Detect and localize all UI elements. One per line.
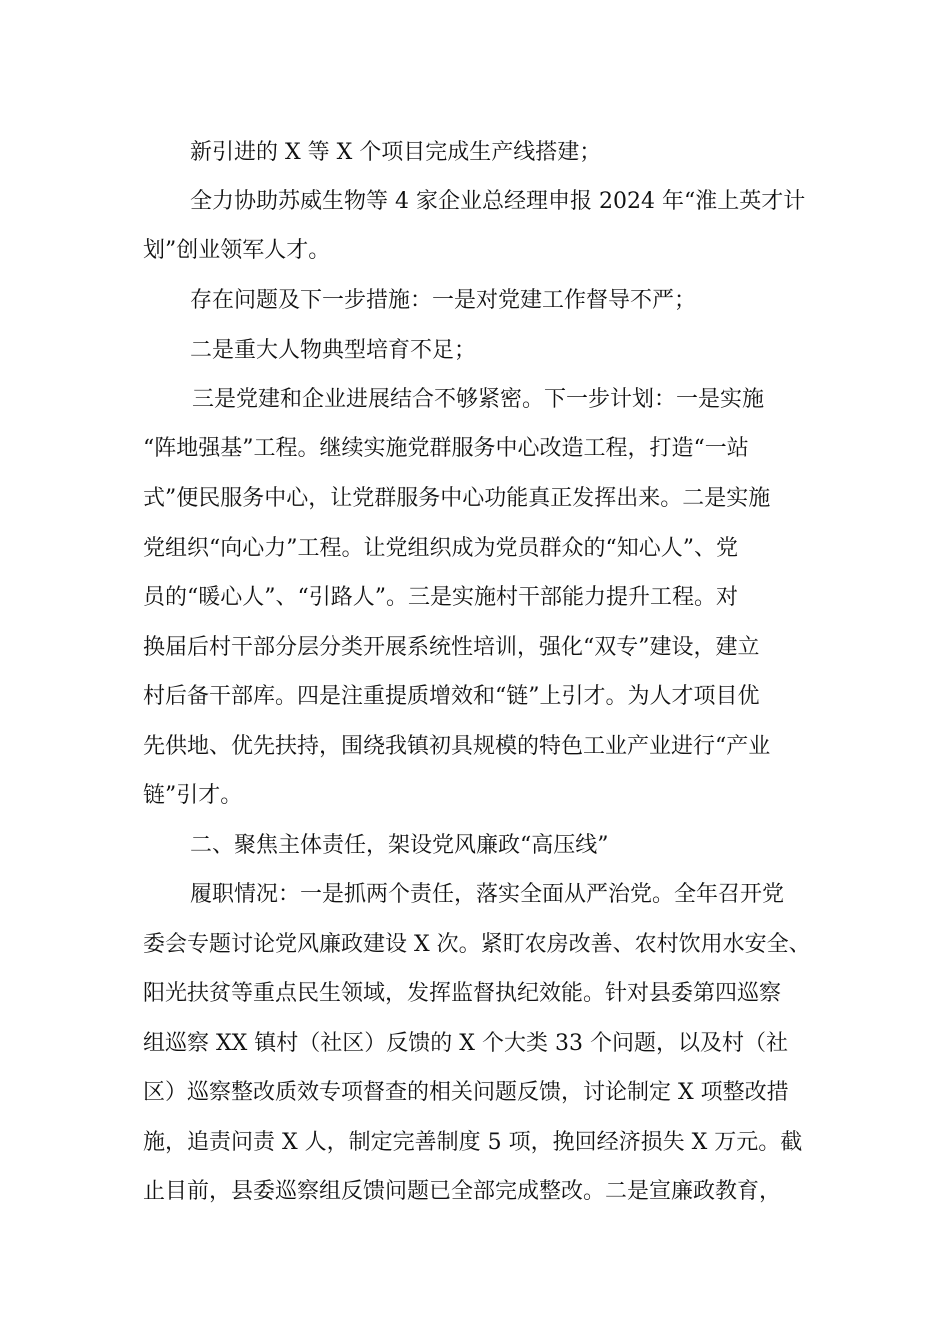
text-line-16: 履职情况：一是抓两个责任，落实全面从严治党。全年召开党 (190, 882, 785, 907)
text-line-22: 止目前，县委巡察组反馈问题已全部完成整改。二是宣廉政教育， (143, 1179, 782, 1204)
text-line-9: 党组织“向心力”工程。让党组织成为党员群众的“知心人”、党 (143, 536, 738, 561)
text-line-2: 全力协助苏威生物等 4 家企业总经理申报 2024 年“淮上英才计 (190, 189, 806, 214)
text-line-6: 三是党建和企业进展结合不够紧密。下一步计划：一是实施 (192, 387, 765, 412)
text-line-19: 组巡察 XX 镇村（社区）反馈的 X 个大类 33 个问题，以及村（社 (143, 1031, 788, 1056)
text-line-17: 委会专题讨论党风廉政建设 X 次。紧盯农房改善、农村饮用水安全、 (143, 932, 811, 957)
text-line-1: 新引进的 X 等 X 个项目完成生产线搭建； (190, 140, 602, 165)
text-line-10: 员的“暖心人”、“引路人”。三是实施村干部能力提升工程。对 (143, 585, 738, 610)
text-line-13: 先供地、优先扶持，围绕我镇初具规模的特色工业产业进行“产业 (143, 734, 771, 759)
text-line-5: 二是重大人物典型培育不足； (190, 338, 477, 363)
text-line-11: 换届后村干部分层分类开展系统性培训，强化“双专”建设，建立 (143, 635, 760, 660)
text-line-20: 区）巡察整改质效专项督查的相关问题反馈，讨论制定 X 项整改措 (143, 1080, 789, 1105)
text-line-12: 村后备干部库。四是注重提质增效和“链”上引才。为人才项目优 (143, 684, 760, 709)
text-line-18: 阳光扶贫等重点民生领域，发挥监督执纪效能。针对县委第四巡察 (143, 981, 782, 1006)
text-line-4: 存在问题及下一步措施：一是对党建工作督导不严； (190, 288, 697, 313)
text-line-3: 划”创业领军人才。 (143, 238, 331, 263)
text-line-8: 式”便民服务中心，让党群服务中心功能真正发挥出来。二是实施 (143, 486, 771, 511)
text-line-14: 链”引才。 (143, 783, 243, 808)
text-line-21: 施，追责问责 X 人，制定完善制度 5 项，挽回经济损失 X 万元。截 (143, 1130, 803, 1155)
section-heading: 二、聚焦主体责任，架设党风廉政“高压线” (190, 833, 609, 858)
text-line-7: “阵地强基”工程。继续实施党群服务中心改造工程，打造“一站 (143, 436, 749, 461)
